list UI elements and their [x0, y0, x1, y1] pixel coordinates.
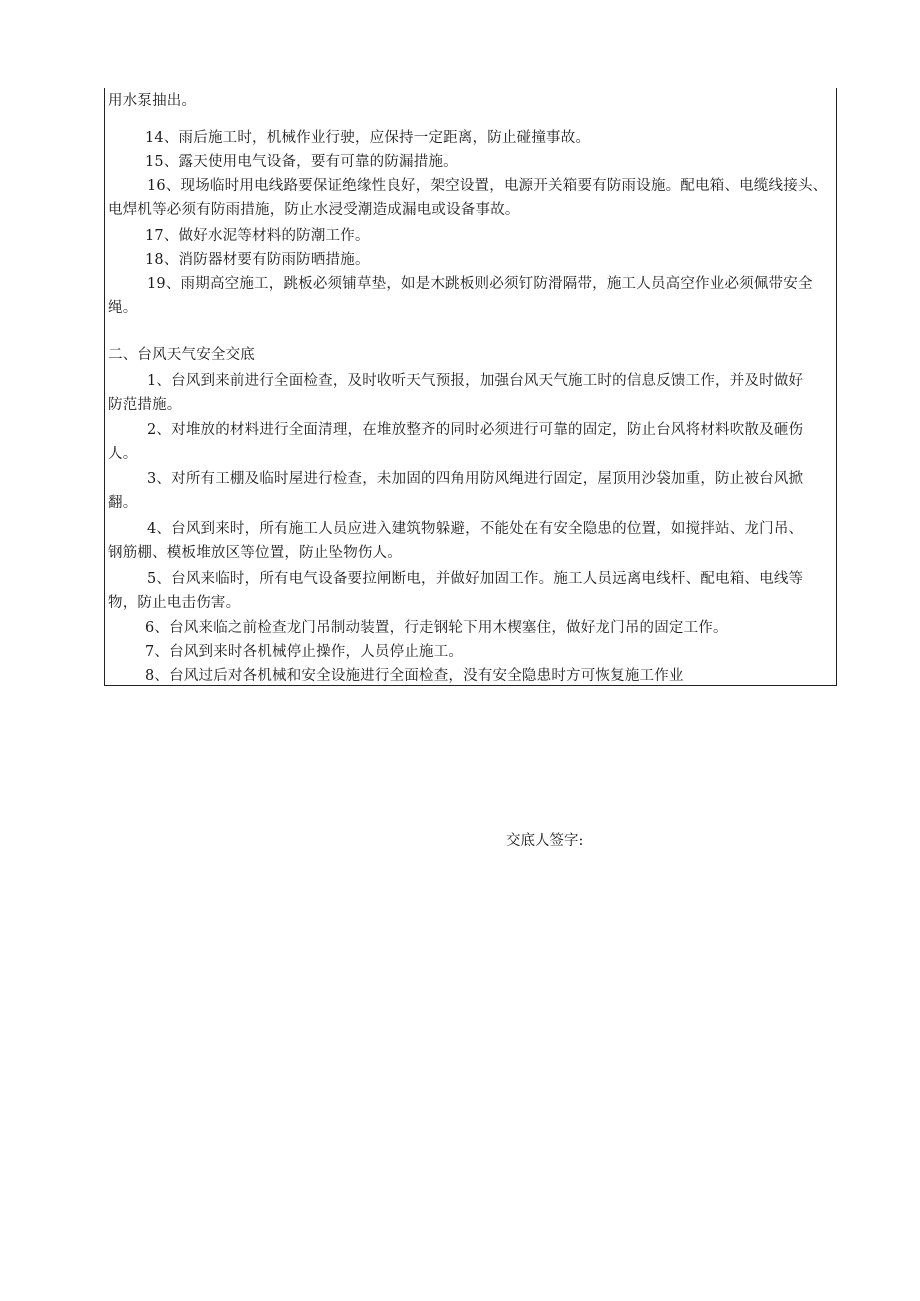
text-line: 18、消防器材要有防雨防晒措施。 [145, 252, 370, 268]
text-line: 钢筋棚、模板堆放区等位置，防止坠物伤人。 [108, 545, 402, 561]
text-line: 16、现场临时用电线路要保证绝缘性良好，架空设置，电源开关箱要有防雨设施。配电箱、电缆线接头、 [147, 178, 828, 194]
signature-label: 交底人签字: [506, 833, 584, 849]
text-line: 8、台风过后对各机械和安全设施进行全面检查，没有安全隐患时方可恢复施工作业 [145, 668, 684, 684]
text-line: 用水泵抽出。 [108, 93, 197, 109]
text-line: 14、雨后施工时，机械作业行驶，应保持一定距离，防止碰撞事故。 [145, 130, 591, 146]
text-line: 19、雨期高空施工，跳板必须铺草垫，如是木跳板则必须钉防滑隔带，施工人员高空作业必须佩带安全 [147, 276, 813, 292]
text-line: 电焊机等必须有防雨措施，防止水浸受潮造成漏电或设备事故。 [108, 202, 520, 218]
text-line: 17、做好水泥等材料的防潮工作。 [145, 228, 370, 244]
text-line: 翻。 [108, 495, 138, 511]
text-line: 4、台风到来时，所有施工人员应进入建筑物躲避，不能处在有安全隐患的位置，如搅拌站、龙门吊、 [147, 521, 804, 537]
text-line: 人。 [108, 446, 138, 462]
text-line: 3、对所有工棚及临时屋进行检查，未加固的四角用防风绳进行固定，屋顶用沙袋加重，防止被台风掀 [147, 471, 804, 487]
text-line: 5、台风来临时，所有电气设备要拉闸断电，并做好加固工作。施工人员远离电线杆、配电箱、电线等 [147, 571, 804, 587]
text-line: 6、台风来临之前检查龙门吊制动装置，行走钢轮下用木楔塞住，做好龙门吊的固定工作。 [145, 620, 728, 636]
text-line: 物，防止电击伤害。 [108, 595, 241, 611]
text-line: 7、台风到来时各机械停止操作，人员停止施工。 [145, 644, 464, 660]
text-line: 1、台风到来前进行全面检查，及时收听天气预报，加强台风天气施工时的信息反馈工作，并及时做好 [147, 373, 804, 389]
section-heading: 二、台风天气安全交底 [108, 347, 255, 363]
text-line: 绳。 [108, 300, 138, 316]
text-line: 2、对堆放的材料进行全面清理，在堆放整齐的同时必须进行可靠的固定，防止台风将材料吹散及砸伤 [147, 422, 804, 438]
text-line: 15、露天使用电气设备，要有可靠的防漏措施。 [145, 154, 458, 170]
text-line: 防范措施。 [108, 397, 182, 413]
